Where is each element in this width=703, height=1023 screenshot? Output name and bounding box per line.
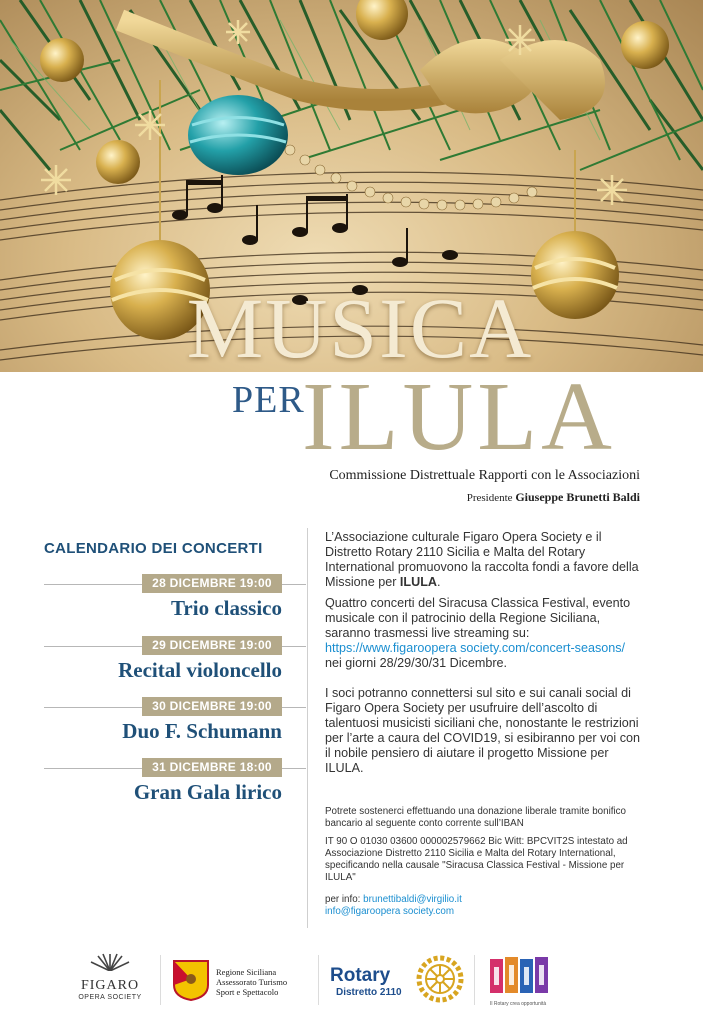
rotary-wheel-icon — [416, 955, 464, 1003]
title-musica: MUSICA — [186, 280, 534, 376]
concert-name: Gran Gala lirico — [133, 780, 282, 804]
footer-separator — [318, 955, 319, 1005]
footer-separator — [160, 955, 161, 1005]
commissione-line: Commissione Distrettuale Rapporti con le Associazioni — [329, 468, 640, 483]
trinacria-shield-icon — [172, 959, 210, 1001]
regione-line1: Regione Siciliana — [216, 967, 277, 977]
figaro-crown-icon — [90, 953, 130, 971]
calendar-title: CALENDARIO DEI CONCERTI — [44, 540, 263, 557]
club-caption: Il Rotary crea opportunità — [490, 1001, 547, 1007]
donation-paragraph: Potrete sostenerci effettuando una donazione liberale tramite bonifico bancario al seguente conto corrente sull’IBAN — [325, 806, 626, 829]
footer-separator — [474, 955, 475, 1005]
concert-date: 29 DICEMBRE 19:00 — [142, 636, 282, 655]
figaro-sub: OPERA SOCIETY — [78, 994, 142, 1001]
intro-paragraph: L’Associazione culturale Figaro Opera Society e il Distretto Rotary 2110 Sicilia e Malta del Rotary International promuovono la raccolta fondi a favore della Missione per ILULA. — [325, 530, 639, 589]
rotary-logo — [330, 965, 402, 998]
figaro-name: FIGARO — [80, 978, 140, 993]
rotary-district: Distretto 2110 — [336, 987, 402, 998]
figaro-logo — [70, 953, 150, 1001]
info-paragraph — [325, 894, 645, 918]
concert-name: Trio classico — [170, 596, 282, 620]
footer-logos — [0, 945, 703, 1015]
concert-name: Duo F. Schumann — [122, 719, 282, 743]
regione-line2: Assessorato Turismo — [216, 977, 288, 987]
info-label: per info: — [325, 894, 364, 905]
email-link-brunetti[interactable]: brunettibaldi@virgilio.it — [363, 894, 462, 905]
rotary-opportunity-logo — [488, 955, 552, 1007]
concert-date: 30 DICEMBRE 19:00 — [142, 697, 282, 716]
presidente-label: Presidente — [466, 492, 513, 504]
rotary-name: Rotary — [330, 965, 391, 986]
title-per: PER — [232, 379, 305, 421]
title-ilula: ILULA — [302, 363, 616, 471]
concert-date: 28 DICEMBRE 19:00 — [142, 574, 282, 593]
regione-line3: Sport e Spettacolo — [216, 987, 279, 997]
regione-siciliana-logo — [172, 959, 288, 1006]
streaming-paragraph: Quattro concerti del Siracusa Classica Festival, evento musicale con il patrocinio della Regione Siciliana, saranno trasmessi live streaming su: https://www.figaroopera society.com/concert-seasons/ nei giorni 28/29/30/31 Dicembre. — [325, 596, 631, 670]
colored-panels-icon — [488, 955, 552, 999]
iban-paragraph: IT 90 O 01030 03600 000002579662 Bic Witt: BPCVIT2S intestato ad Associazione Distretto 2110 Sicilia e Malta del Rotary International, specificando nella causale "Siracusa Classica Festival - Missione per ILULA" — [325, 836, 628, 883]
presidente-line — [300, 490, 640, 505]
email-link-figaro[interactable]: info@figaroopera society.com — [325, 906, 455, 917]
soci-paragraph: I soci potranno connettersi sul sito e sui canali social di Figaro Opera Society per usufruire dell’ascolto di talentuosi musicisti siciliani che, nonostante le restrizioni per l’arte a caura del COVID19, si esibiranno per voi con il nobile pensiero di aiutare il progetto Missione per ILULA. — [325, 686, 641, 775]
presidente-name: Giuseppe Brunetti Baldi — [515, 490, 640, 504]
concert-seasons-link[interactable]: https://www.figaroopera society.com/concert-seasons/ — [325, 641, 626, 655]
vertical-divider — [307, 528, 308, 928]
concert-date: 31 DICEMBRE 18:00 — [142, 758, 282, 777]
ilula-bold: ILULA — [399, 575, 437, 589]
concert-name: Recital violoncello — [118, 658, 282, 682]
